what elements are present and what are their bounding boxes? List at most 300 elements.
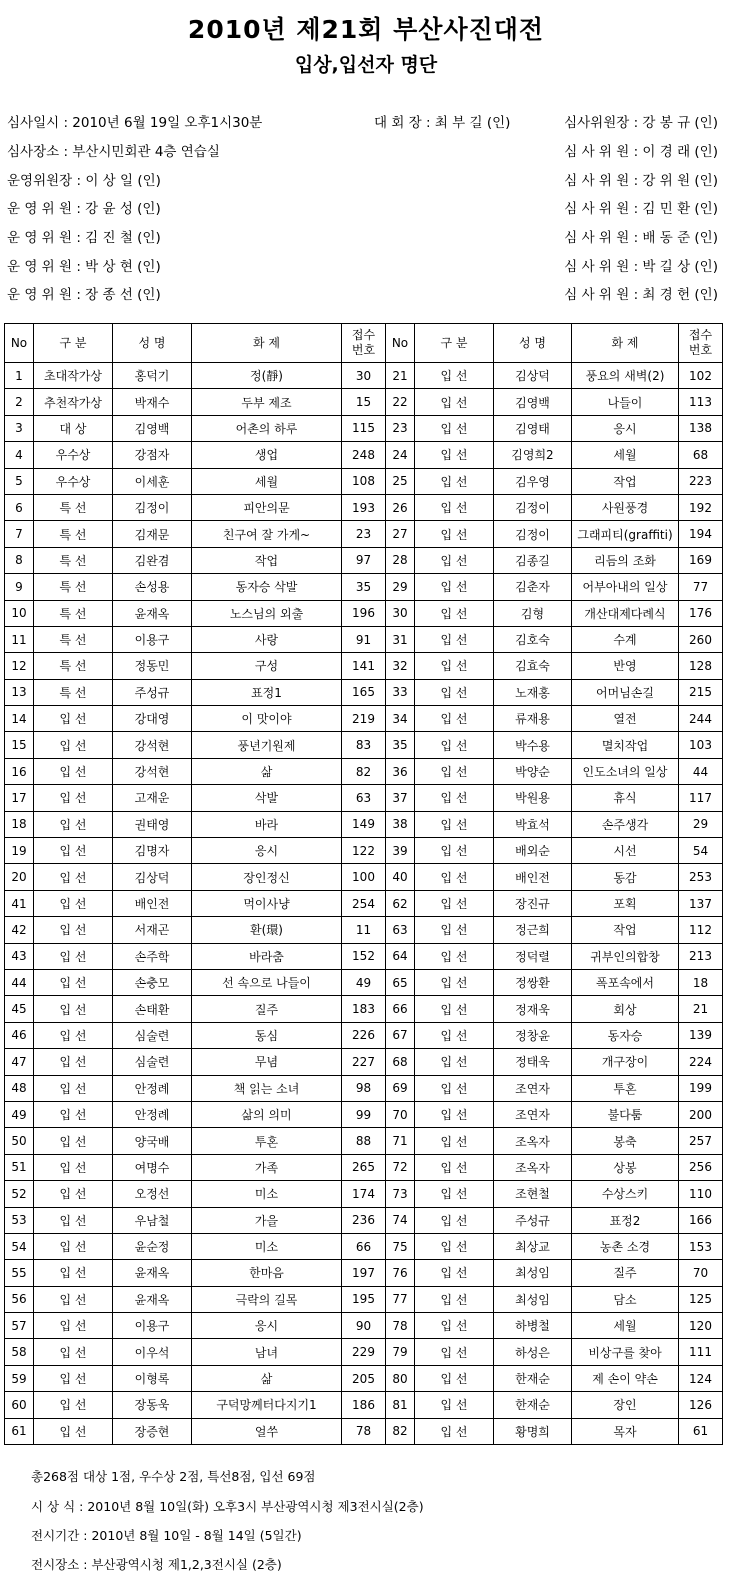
cell-receipt-no: 227 — [342, 1049, 386, 1075]
cell-subject: 봉축 — [572, 1128, 679, 1154]
committee-member: 운 영 위 원 : 장 종 선 (인) — [7, 287, 161, 303]
cell-subject: 동감 — [572, 864, 679, 890]
cell-name: 조연자 — [494, 1101, 572, 1127]
cell-subject: 작업 — [572, 917, 679, 943]
table-row — [5, 1049, 723, 1075]
cell-no: 58 — [5, 1339, 34, 1365]
cell-subject: 선 속으로 나들이 — [192, 969, 342, 995]
cell-no: 20 — [5, 864, 34, 890]
cell-receipt-no: 21 — [679, 996, 723, 1022]
cell-receipt-no: 97 — [342, 547, 386, 573]
cell-category: 입 선 — [415, 1313, 494, 1339]
cell-no: 11 — [5, 626, 34, 652]
cell-no: 37 — [386, 785, 415, 811]
cell-category: 입 선 — [34, 1339, 113, 1365]
cell-receipt-no: 197 — [342, 1260, 386, 1286]
cell-category: 입 선 — [415, 758, 494, 784]
cell-category: 입 선 — [415, 1392, 494, 1418]
cell-receipt-no: 78 — [342, 1418, 386, 1444]
cell-category: 특 선 — [34, 626, 113, 652]
header-subject: 화 제 — [572, 324, 679, 363]
header-receipt-no: 접수 번호 — [342, 324, 386, 363]
ceremony-info: 시 상 식 : 2010년 8월 10일(화) 오후3시 부산광역시청 제3전시실(2층) — [31, 1499, 424, 1514]
cell-receipt-no: 44 — [679, 758, 723, 784]
cell-subject: 리듬의 조화 — [572, 547, 679, 573]
cell-no: 66 — [386, 996, 415, 1022]
cell-receipt-no: 63 — [342, 785, 386, 811]
cell-category: 입 선 — [34, 706, 113, 732]
cell-subject: 응시 — [192, 1313, 342, 1339]
cell-receipt-no: 260 — [679, 626, 723, 652]
committee-chair: 운영위원장 : 이 상 일 (인) — [7, 173, 161, 189]
cell-category: 우수상 — [34, 468, 113, 494]
cell-subject: 세월 — [572, 442, 679, 468]
cell-name: 안정례 — [113, 1075, 192, 1101]
cell-category: 입 선 — [34, 1207, 113, 1233]
table-row — [5, 626, 723, 652]
cell-receipt-no: 224 — [679, 1049, 723, 1075]
cell-subject: 생업 — [192, 442, 342, 468]
table-row — [5, 1260, 723, 1286]
cell-receipt-no: 253 — [679, 864, 723, 890]
cell-category: 입 선 — [415, 1154, 494, 1180]
cell-subject: 두부 제조 — [192, 389, 342, 415]
cell-receipt-no: 23 — [342, 521, 386, 547]
cell-receipt-no: 196 — [342, 600, 386, 626]
cell-no: 62 — [386, 890, 415, 916]
cell-no: 55 — [5, 1260, 34, 1286]
cell-no: 72 — [386, 1154, 415, 1180]
cell-no: 38 — [386, 811, 415, 837]
cell-receipt-no: 141 — [342, 653, 386, 679]
cell-subject: 멸치작업 — [572, 732, 679, 758]
cell-name: 주성규 — [494, 1207, 572, 1233]
cell-category: 입 선 — [34, 1075, 113, 1101]
cell-no: 77 — [386, 1286, 415, 1312]
table-row — [5, 547, 723, 573]
cell-no: 43 — [5, 943, 34, 969]
cell-name: 정덕렬 — [494, 943, 572, 969]
cell-category: 입 선 — [34, 785, 113, 811]
committee-member: 운 영 위 원 : 김 진 철 (인) — [7, 230, 161, 246]
cell-name: 우남철 — [113, 1207, 192, 1233]
cell-no: 10 — [5, 600, 34, 626]
cell-no: 15 — [5, 732, 34, 758]
cell-name: 이세훈 — [113, 468, 192, 494]
cell-name: 김호숙 — [494, 626, 572, 652]
head-judge: 심사위원장 : 강 봉 규 (인) — [564, 115, 718, 131]
cell-no: 81 — [386, 1392, 415, 1418]
cell-subject: 가을 — [192, 1207, 342, 1233]
cell-name: 김정이 — [494, 494, 572, 520]
cell-receipt-no: 98 — [342, 1075, 386, 1101]
cell-name: 김영백 — [494, 389, 572, 415]
cell-name: 여명수 — [113, 1154, 192, 1180]
cell-name: 주성규 — [113, 679, 192, 705]
cell-receipt-no: 111 — [679, 1339, 723, 1365]
cell-category: 입 선 — [415, 363, 494, 389]
cell-receipt-no: 254 — [342, 890, 386, 916]
table-row — [5, 1207, 723, 1233]
cell-no: 76 — [386, 1260, 415, 1286]
cell-name: 하성은 — [494, 1339, 572, 1365]
cell-no: 33 — [386, 679, 415, 705]
header-category: 구 분 — [34, 324, 113, 363]
cell-category: 입 선 — [34, 1260, 113, 1286]
cell-category: 입 선 — [415, 1181, 494, 1207]
cell-no: 40 — [386, 864, 415, 890]
cell-no: 19 — [5, 838, 34, 864]
judging-place: 심사장소 : 부산시민회관 4층 연습실 — [7, 144, 220, 160]
cell-receipt-no: 49 — [342, 969, 386, 995]
cell-receipt-no: 166 — [679, 1207, 723, 1233]
cell-name: 최상교 — [494, 1233, 572, 1259]
cell-subject: 책 읽는 소녀 — [192, 1075, 342, 1101]
cell-no: 65 — [386, 969, 415, 995]
cell-no: 27 — [386, 521, 415, 547]
cell-name: 손충모 — [113, 969, 192, 995]
cell-category: 입 선 — [34, 1128, 113, 1154]
table-row — [5, 732, 723, 758]
cell-no: 39 — [386, 838, 415, 864]
cell-no: 24 — [386, 442, 415, 468]
cell-name: 김종길 — [494, 547, 572, 573]
cell-no: 6 — [5, 494, 34, 520]
cell-receipt-no: 122 — [342, 838, 386, 864]
cell-subject: 극락의 길목 — [192, 1286, 342, 1312]
table-row — [5, 1365, 723, 1391]
table-row — [5, 1128, 723, 1154]
table-row — [5, 890, 723, 916]
cell-name: 배인전 — [494, 864, 572, 890]
cell-receipt-no: 236 — [342, 1207, 386, 1233]
cell-no: 52 — [5, 1181, 34, 1207]
cell-name: 하병철 — [494, 1313, 572, 1339]
cell-subject: 인도소녀의 일상 — [572, 758, 679, 784]
cell-no: 63 — [386, 917, 415, 943]
cell-name: 이용구 — [113, 626, 192, 652]
cell-receipt-no: 113 — [679, 389, 723, 415]
cell-receipt-no: 125 — [679, 1286, 723, 1312]
cell-subject: 제 손이 약손 — [572, 1365, 679, 1391]
cell-name: 조현철 — [494, 1181, 572, 1207]
cell-subject: 손주생각 — [572, 811, 679, 837]
winners-table — [4, 323, 723, 1445]
cell-receipt-no: 200 — [679, 1101, 723, 1127]
table-row — [5, 1418, 723, 1444]
cell-name: 양국배 — [113, 1128, 192, 1154]
table-row — [5, 653, 723, 679]
cell-name: 정태욱 — [494, 1049, 572, 1075]
cell-subject: 먹이사냥 — [192, 890, 342, 916]
cell-receipt-no: 70 — [679, 1260, 723, 1286]
cell-name: 장증현 — [113, 1418, 192, 1444]
cell-subject: 포획 — [572, 890, 679, 916]
cell-category: 입 선 — [34, 1181, 113, 1207]
table-row — [5, 785, 723, 811]
cell-subject: 폭포속에서 — [572, 969, 679, 995]
cell-name: 권태영 — [113, 811, 192, 837]
cell-receipt-no: 169 — [679, 547, 723, 573]
cell-receipt-no: 248 — [342, 442, 386, 468]
cell-no: 7 — [5, 521, 34, 547]
cell-no: 79 — [386, 1339, 415, 1365]
cell-name: 김영백 — [113, 415, 192, 441]
table-row — [5, 1286, 723, 1312]
cell-subject: 동심 — [192, 1022, 342, 1048]
judge: 심 사 위 원 : 배 동 준 (인) — [564, 230, 718, 246]
document-title: 2010년 제21회 부산사진대전 — [187, 15, 545, 44]
table-row — [5, 1075, 723, 1101]
cell-no: 57 — [5, 1313, 34, 1339]
cell-subject: 삶의 의미 — [192, 1101, 342, 1127]
cell-subject: 정(靜) — [192, 363, 342, 389]
cell-name: 강점자 — [113, 442, 192, 468]
cell-no: 68 — [386, 1049, 415, 1075]
cell-category: 추천작가상 — [34, 389, 113, 415]
cell-no: 59 — [5, 1365, 34, 1391]
cell-subject: 어부아내의 일상 — [572, 574, 679, 600]
cell-category: 입 선 — [415, 521, 494, 547]
cell-category: 입 선 — [34, 943, 113, 969]
cell-no: 67 — [386, 1022, 415, 1048]
cell-no: 69 — [386, 1075, 415, 1101]
cell-subject: 수상스키 — [572, 1181, 679, 1207]
cell-subject: 어촌의 하루 — [192, 415, 342, 441]
cell-no: 71 — [386, 1128, 415, 1154]
cell-name: 윤재옥 — [113, 1260, 192, 1286]
cell-category: 입 선 — [415, 600, 494, 626]
cell-name: 최성임 — [494, 1260, 572, 1286]
cell-category: 입 선 — [415, 785, 494, 811]
cell-subject: 응시 — [192, 838, 342, 864]
cell-receipt-no: 11 — [342, 917, 386, 943]
cell-subject: 바라춤 — [192, 943, 342, 969]
cell-no: 25 — [386, 468, 415, 494]
cell-category: 입 선 — [34, 811, 113, 837]
cell-name: 정재욱 — [494, 996, 572, 1022]
cell-receipt-no: 193 — [342, 494, 386, 520]
cell-category: 입 선 — [415, 890, 494, 916]
cell-subject: 수계 — [572, 626, 679, 652]
cell-category: 입 선 — [34, 838, 113, 864]
cell-receipt-no: 35 — [342, 574, 386, 600]
cell-name: 정쌍환 — [494, 969, 572, 995]
cell-no: 53 — [5, 1207, 34, 1233]
cell-receipt-no: 219 — [342, 706, 386, 732]
cell-category: 입 선 — [415, 969, 494, 995]
cell-no: 73 — [386, 1181, 415, 1207]
cell-category: 입 선 — [415, 1049, 494, 1075]
cell-receipt-no: 205 — [342, 1365, 386, 1391]
table-row — [5, 600, 723, 626]
cell-category: 입 선 — [34, 1418, 113, 1444]
cell-subject: 동자승 — [572, 1022, 679, 1048]
cell-no: 49 — [5, 1101, 34, 1127]
cell-subject: 질주 — [572, 1260, 679, 1286]
header-no: No — [5, 324, 34, 363]
cell-category: 특 선 — [34, 600, 113, 626]
cell-no: 45 — [5, 996, 34, 1022]
cell-subject: 무념 — [192, 1049, 342, 1075]
cell-name: 김상덕 — [113, 864, 192, 890]
cell-receipt-no: 153 — [679, 1233, 723, 1259]
cell-no: 3 — [5, 415, 34, 441]
judge: 심 사 위 원 : 최 경 헌 (인) — [564, 287, 718, 303]
cell-no: 9 — [5, 574, 34, 600]
cell-category: 입 선 — [415, 1339, 494, 1365]
cell-name: 김정이 — [113, 494, 192, 520]
cell-category: 입 선 — [34, 1313, 113, 1339]
cell-receipt-no: 186 — [342, 1392, 386, 1418]
cell-receipt-no: 83 — [342, 732, 386, 758]
cell-category: 입 선 — [34, 732, 113, 758]
table-row — [5, 758, 723, 784]
cell-subject: 그래피티(graffiti) — [572, 521, 679, 547]
cell-subject: 한마음 — [192, 1260, 342, 1286]
cell-subject: 열전 — [572, 706, 679, 732]
cell-category: 입 선 — [34, 890, 113, 916]
cell-no: 60 — [5, 1392, 34, 1418]
cell-no: 70 — [386, 1101, 415, 1127]
cell-no: 5 — [5, 468, 34, 494]
cell-subject: 미소 — [192, 1233, 342, 1259]
judge: 심 사 위 원 : 강 위 원 (인) — [564, 173, 718, 189]
cell-category: 입 선 — [415, 1101, 494, 1127]
summary: 총268점 대상 1점, 우수상 2점, 특선8점, 입선 69점 — [31, 1469, 316, 1484]
cell-no: 1 — [5, 363, 34, 389]
table-row — [5, 864, 723, 890]
table-row — [5, 1154, 723, 1180]
cell-category: 입 선 — [415, 1128, 494, 1154]
judging-date: 심사일시 : 2010년 6월 19일 오후1시30분 — [7, 115, 263, 131]
cell-receipt-no: 183 — [342, 996, 386, 1022]
table-row — [5, 1022, 723, 1048]
cell-name: 김정이 — [494, 521, 572, 547]
cell-subject: 귀부인의합창 — [572, 943, 679, 969]
cell-subject: 표정1 — [192, 679, 342, 705]
cell-name: 홍덕기 — [113, 363, 192, 389]
cell-subject: 이 맛이야 — [192, 706, 342, 732]
cell-name: 김영희2 — [494, 442, 572, 468]
cell-subject: 투혼 — [572, 1075, 679, 1101]
cell-name: 안정례 — [113, 1101, 192, 1127]
table-row — [5, 1181, 723, 1207]
cell-name: 한재순 — [494, 1392, 572, 1418]
cell-no: 12 — [5, 653, 34, 679]
cell-receipt-no: 29 — [679, 811, 723, 837]
cell-no: 48 — [5, 1075, 34, 1101]
cell-subject: 세월 — [192, 468, 342, 494]
table-row — [5, 574, 723, 600]
cell-name: 오정선 — [113, 1181, 192, 1207]
exhibition-venue: 전시장소 : 부산광역시청 제1,2,3전시실 (2층) — [31, 1557, 282, 1572]
cell-receipt-no: 226 — [342, 1022, 386, 1048]
cell-category: 입 선 — [415, 1365, 494, 1391]
cell-category: 입 선 — [415, 494, 494, 520]
header-subject: 화 제 — [192, 324, 342, 363]
cell-no: 30 — [386, 600, 415, 626]
table-row — [5, 494, 723, 520]
cell-category: 입 선 — [415, 1260, 494, 1286]
table-row — [5, 1233, 723, 1259]
cell-no: 32 — [386, 653, 415, 679]
exhibition-period: 전시기간 : 2010년 8월 10일 - 8월 14일 (5일간) — [31, 1528, 302, 1543]
cell-name: 박수용 — [494, 732, 572, 758]
judge: 심 사 위 원 : 박 길 상 (인) — [564, 259, 718, 275]
cell-category: 입 선 — [34, 969, 113, 995]
cell-subject: 바라 — [192, 811, 342, 837]
cell-name: 정근희 — [494, 917, 572, 943]
cell-receipt-no: 174 — [342, 1181, 386, 1207]
cell-receipt-no: 152 — [342, 943, 386, 969]
cell-category: 특 선 — [34, 574, 113, 600]
cell-no: 28 — [386, 547, 415, 573]
cell-name: 정동민 — [113, 653, 192, 679]
cell-receipt-no: 110 — [679, 1181, 723, 1207]
cell-no: 29 — [386, 574, 415, 600]
cell-name: 배인전 — [113, 890, 192, 916]
chairman: 대 회 장 : 최 부 길 (인) — [374, 115, 511, 131]
cell-receipt-no: 137 — [679, 890, 723, 916]
cell-name: 이용구 — [113, 1313, 192, 1339]
cell-no: 34 — [386, 706, 415, 732]
cell-receipt-no: 256 — [679, 1154, 723, 1180]
cell-receipt-no: 88 — [342, 1128, 386, 1154]
cell-receipt-no: 229 — [342, 1339, 386, 1365]
cell-no: 35 — [386, 732, 415, 758]
table-row — [5, 811, 723, 837]
judge: 심 사 위 원 : 이 경 래 (인) — [564, 144, 718, 160]
cell-receipt-no: 117 — [679, 785, 723, 811]
cell-subject: 얼쑤 — [192, 1418, 342, 1444]
cell-subject: 풍요의 새벽(2) — [572, 363, 679, 389]
cell-receipt-no: 138 — [679, 415, 723, 441]
cell-receipt-no: 192 — [679, 494, 723, 520]
cell-subject: 세월 — [572, 1313, 679, 1339]
cell-name: 심술련 — [113, 1049, 192, 1075]
cell-no: 26 — [386, 494, 415, 520]
cell-category: 특 선 — [34, 653, 113, 679]
cell-subject: 상봉 — [572, 1154, 679, 1180]
cell-subject: 삶 — [192, 758, 342, 784]
cell-name: 조연자 — [494, 1075, 572, 1101]
cell-receipt-no: 30 — [342, 363, 386, 389]
cell-receipt-no: 199 — [679, 1075, 723, 1101]
cell-no: 46 — [5, 1022, 34, 1048]
cell-receipt-no: 99 — [342, 1101, 386, 1127]
table-row — [5, 1101, 723, 1127]
cell-category: 입 선 — [34, 1049, 113, 1075]
cell-no: 18 — [5, 811, 34, 837]
table-row — [5, 521, 723, 547]
cell-category: 입 선 — [415, 442, 494, 468]
cell-receipt-no: 213 — [679, 943, 723, 969]
cell-receipt-no: 165 — [342, 679, 386, 705]
cell-name: 김춘자 — [494, 574, 572, 600]
document-subtitle: 입상,입선자 명단 — [294, 54, 438, 76]
cell-category: 입 선 — [415, 574, 494, 600]
cell-name: 김재문 — [113, 521, 192, 547]
cell-name: 배외순 — [494, 838, 572, 864]
cell-receipt-no: 223 — [679, 468, 723, 494]
cell-name: 윤재옥 — [113, 600, 192, 626]
cell-subject: 사랑 — [192, 626, 342, 652]
cell-subject: 환(環) — [192, 917, 342, 943]
cell-receipt-no: 66 — [342, 1233, 386, 1259]
cell-subject: 휴식 — [572, 785, 679, 811]
table-row — [5, 838, 723, 864]
